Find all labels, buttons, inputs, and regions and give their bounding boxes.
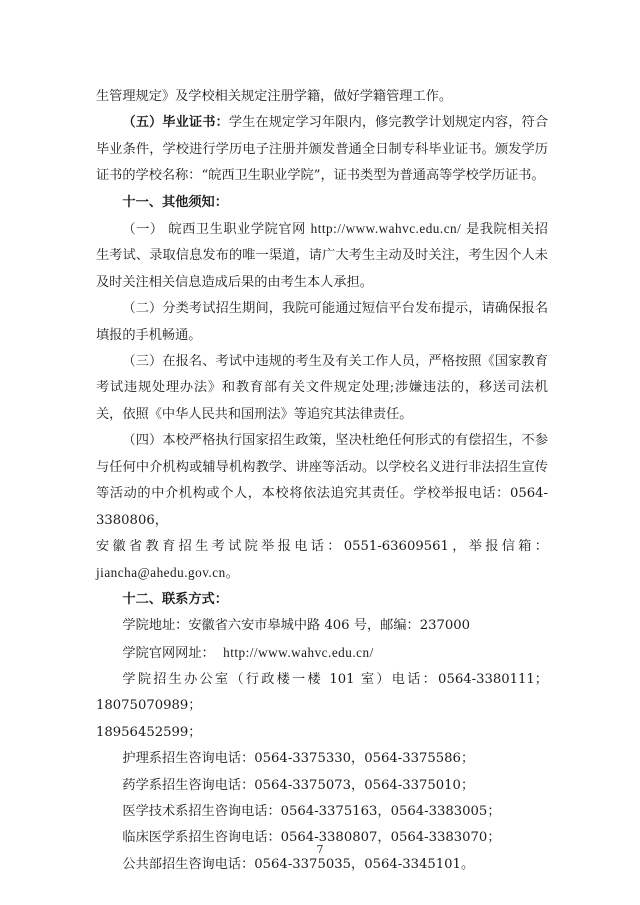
notice-2 [96,296,548,349]
heading-contact: 十二、联系方式： [122,591,228,607]
notice-1-text-b: 是我院相关招生考试、录取信息发布的唯一渠道，请广大考生主动及时关注，考生因个人未及时关注相关信息造成后果的由考生本人承担。 [96,222,548,290]
official-website-link[interactable]: http://www.wahvc.edu.cn/ [310,221,462,237]
document-page [96,84,548,878]
college-website-link[interactable]: http://www.wahvc.edu.cn/ [223,644,374,660]
notice-1-text-a: 皖西卫生职业学院官网 [163,222,311,238]
continuation-paragraph: 生管理规定》及学校相关规定注册学籍，做好学籍管理工作。 [96,89,453,104]
notice-2-prefix: （二） [122,301,163,317]
notice-4 [96,428,548,534]
page-number: 7 [316,843,324,856]
notice-1 [96,216,548,296]
report-email[interactable]: jiancha@ahedu.gov.cn。 [96,565,240,581]
graduation-certificate-paragraph [96,110,548,189]
dept-phone-public-dept: 公共部招生咨询电话：0564-3375035，0564-3345101。 [122,856,475,872]
dept-phone-nursing: 护理系招生咨询电话：0564-3375330，0564-3375586； [122,751,475,767]
admissions-office-phone: 学院招生办公室（行政楼一楼 101 室）电话：0564-3380111；18075070989； [96,671,548,714]
heading-other-notices: 十一、其他须知： [122,194,228,210]
website-label: 学院官网网址： [122,645,215,661]
dept-phone-medical-technology: 医学技术系招生咨询电话：0564-3375163，0564-3383005； [122,803,501,819]
college-address: 学院地址：安徽省六安市皋城中路 406 号，邮编：237000 [122,618,471,634]
notice-4-text: 本校严格执行国家招生政策，坚决杜绝任何形式的有偿招生，不参与任何中介机构或辅导机构教学、讲座等活动。以学校名义进行非法招生宣传等活动的中介机构或个人，本校将依法追究其责任。学校举报电话：0564-3380806， [96,433,549,528]
dept-phone-pharmacy: 药学系招生咨询电话：0564-3375073，0564-3375010； [122,777,475,793]
notice-1-prefix: （一） [122,222,164,238]
notice-3-text: 在报名、考试中违规的考生及有关工作人员，严格按照《国家教育考试违规处理办法》和教育部有关文件规定处理;涉嫌违法的，移送司法机关，依照《中华人民共和国刑法》等追究其法律责任。 [96,354,549,422]
notice-4-report-line: 安徽省教育招生考试院举报电话：0551-63609561，举报信箱： [96,538,548,554]
admissions-office-phone-cont: 18956452599； [96,724,202,740]
section-5-lead: （五）毕业证书： [122,115,229,131]
notice-3 [96,349,548,428]
section-5-body: 学生在规定学习年限内，修完教学计划规定内容，符合毕业条件，学校进行学历电子注册并颁发普通全日制专科毕业证书。颁发学历证书的学校名称：“皖西卫生职业学院”，证书类型为普通高等学校学历证书。 [96,115,549,184]
dept-phone-clinical-medicine: 临床医学系招生咨询电话：0564-3380807，0564-3383070； [122,830,501,846]
notice-4-prefix: （四） [122,433,163,449]
college-website-line [96,640,548,667]
notice-3-prefix: （三） [122,354,163,370]
notice-2-text: 分类考试招生期间，我院可能通过短信平台发布提示，请确保报名填报的手机畅通。 [96,301,549,343]
